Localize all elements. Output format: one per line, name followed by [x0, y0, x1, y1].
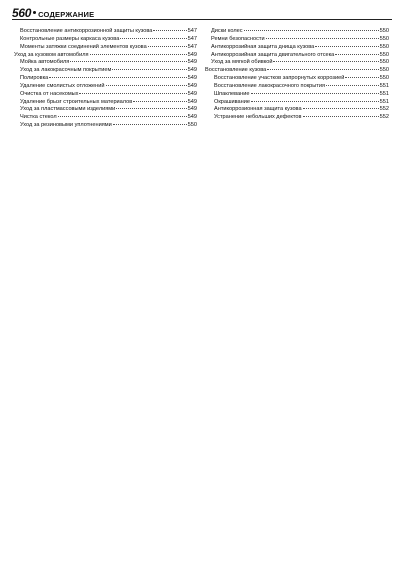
- section-title: СОДЕРЖАНИЕ: [38, 10, 95, 19]
- toc-leader-dots: [266, 35, 379, 39]
- toc-entry-page: 550: [379, 59, 389, 66]
- toc-entry: [205, 27, 389, 35]
- toc-entry-title: Диски колес: [211, 28, 243, 34]
- toc-entry: [14, 58, 197, 66]
- toc-entry: [14, 27, 197, 35]
- toc-entry-title: Мойка автомобиля: [20, 59, 70, 66]
- toc-entry: [205, 51, 389, 59]
- toc-entry-page: 549: [187, 82, 197, 89]
- toc-leader-dots: [49, 74, 186, 78]
- toc-entry-page: 550: [187, 122, 197, 129]
- toc-entry-title: Контрольные размеры каркаса кузова: [20, 35, 120, 42]
- toc-entry-page: 550: [379, 51, 389, 58]
- toc-leader-dots: [303, 105, 379, 109]
- header-rule: [12, 19, 392, 20]
- toc-leader-dots: [106, 82, 187, 86]
- toc-entry-title: Антикоррозийная защита днища кузова: [211, 43, 315, 50]
- toc-leader-dots: [58, 113, 187, 117]
- toc-right-column: [205, 27, 389, 121]
- toc-entry: [14, 35, 197, 43]
- toc-leader-dots: [335, 51, 378, 55]
- toc-leader-dots: [251, 90, 379, 94]
- toc-entry-page: 547: [187, 28, 197, 34]
- toc-leader-dots: [70, 58, 186, 62]
- toc-entry-title: Уход за резиновыми уплотнениями: [20, 122, 112, 129]
- toc-entry-title: Очистка от насекомых: [20, 90, 79, 97]
- toc-entry-page: 550: [379, 43, 389, 50]
- toc-leader-dots: [148, 43, 187, 47]
- toc-entry-title: Антикоррозионная защита кузова: [214, 106, 302, 113]
- toc-entry-title: Удаление смолистых отложений: [20, 82, 105, 89]
- toc-entry-page: 550: [379, 35, 389, 42]
- toc-leader-dots: [315, 43, 378, 47]
- toc-entry: [14, 51, 197, 59]
- toc-entry-title: Восстановление кузова: [205, 67, 267, 74]
- toc-entry-title: Чистка стекол: [20, 114, 57, 121]
- toc-entry: [14, 74, 197, 82]
- toc-leader-dots: [244, 27, 379, 31]
- toc-entry: [205, 105, 389, 113]
- toc-entry-title: Восстановление лакокрасочного покрытия: [214, 82, 325, 89]
- toc-entry-page: 552: [379, 114, 389, 121]
- toc-leader-dots: [113, 121, 187, 125]
- toc-leader-dots: [120, 35, 186, 39]
- page-number: 560: [12, 6, 32, 20]
- toc-entry: [14, 66, 197, 74]
- toc-entry-title: Уход за мягкой обивкой: [211, 59, 273, 66]
- toc-entry-title: Моменты затяжки соединений элементов кузова: [20, 43, 147, 50]
- toc-entry: [205, 66, 389, 74]
- toc-entry-title: Уход за пластмассовыми изделиями: [20, 106, 116, 113]
- toc-entry: [14, 43, 197, 51]
- toc-leader-dots: [153, 27, 186, 31]
- toc-entry-page: 549: [187, 106, 197, 113]
- toc-entry-page: 549: [187, 67, 197, 74]
- toc-entry: [205, 113, 389, 121]
- toc-entry-title: Антикоррозийная защита двигательного отсека: [211, 51, 335, 58]
- toc-entry: [205, 82, 389, 90]
- toc-entry-title: Уход за кузовом автомобиля: [14, 51, 89, 58]
- toc-entry: [14, 90, 197, 98]
- bullet-icon: [33, 11, 36, 14]
- toc-entry-page: 550: [379, 28, 389, 34]
- toc-leader-dots: [303, 113, 379, 117]
- toc-entry-title: Ремни безопасности: [211, 35, 265, 42]
- toc-entry-page: 551: [379, 90, 389, 97]
- toc-entry-page: 551: [379, 98, 389, 105]
- toc-entry-title: Окрашивание: [214, 98, 250, 105]
- toc-leader-dots: [251, 98, 379, 102]
- toc-entry-page: 550: [379, 67, 389, 74]
- toc-entry: [205, 98, 389, 106]
- toc-entry-title: Восстановление антикоррозионной защиты кузова: [20, 28, 153, 34]
- toc-leader-dots: [112, 66, 186, 70]
- toc-entry: [14, 113, 197, 121]
- toc-entry-page: 549: [187, 75, 197, 82]
- toc-entry-page: 549: [187, 114, 197, 121]
- toc-entry-page: 552: [379, 106, 389, 113]
- toc-entry: [205, 90, 389, 98]
- toc-leader-dots: [326, 82, 379, 86]
- page-header: [12, 6, 392, 20]
- toc-left-column: [14, 27, 197, 129]
- toc-leader-dots: [133, 98, 186, 102]
- toc-entry: [205, 35, 389, 43]
- toc-entry-page: 549: [187, 59, 197, 66]
- toc-entry-title: Удаление брызг строительных материалов: [20, 98, 133, 105]
- toc-entry-title: Устранение небольших дефектов: [214, 114, 302, 121]
- toc-leader-dots: [116, 105, 186, 109]
- toc-leader-dots: [267, 66, 378, 70]
- toc-entry-title: Восстановление участков запрорнутых коррозией: [214, 75, 345, 82]
- toc-entry-page: 547: [187, 35, 197, 42]
- toc-entry-title: Уход за лакокрасочным покрытием: [20, 67, 112, 74]
- toc-leader-dots: [79, 90, 186, 94]
- toc-leader-dots: [345, 74, 378, 78]
- toc-entry: [14, 98, 197, 106]
- toc-entry-page: 547: [187, 43, 197, 50]
- toc-entry: [14, 82, 197, 90]
- toc-entry-page: 549: [187, 90, 197, 97]
- toc-entry-page: 549: [187, 98, 197, 105]
- toc-entry-page: 551: [379, 82, 389, 89]
- toc-entry: [14, 121, 197, 129]
- toc-entry: [14, 105, 197, 113]
- toc-entry-page: 549: [187, 51, 197, 58]
- toc-entry-title: Полировка: [20, 75, 49, 82]
- toc-leader-dots: [273, 58, 378, 62]
- toc-leader-dots: [90, 51, 187, 55]
- toc-entry: [205, 43, 389, 51]
- toc-entry: [205, 74, 389, 82]
- toc-entry-title: Шпаклевание: [214, 90, 250, 97]
- toc-entry: [205, 58, 389, 66]
- toc-entry-page: 550: [379, 75, 389, 82]
